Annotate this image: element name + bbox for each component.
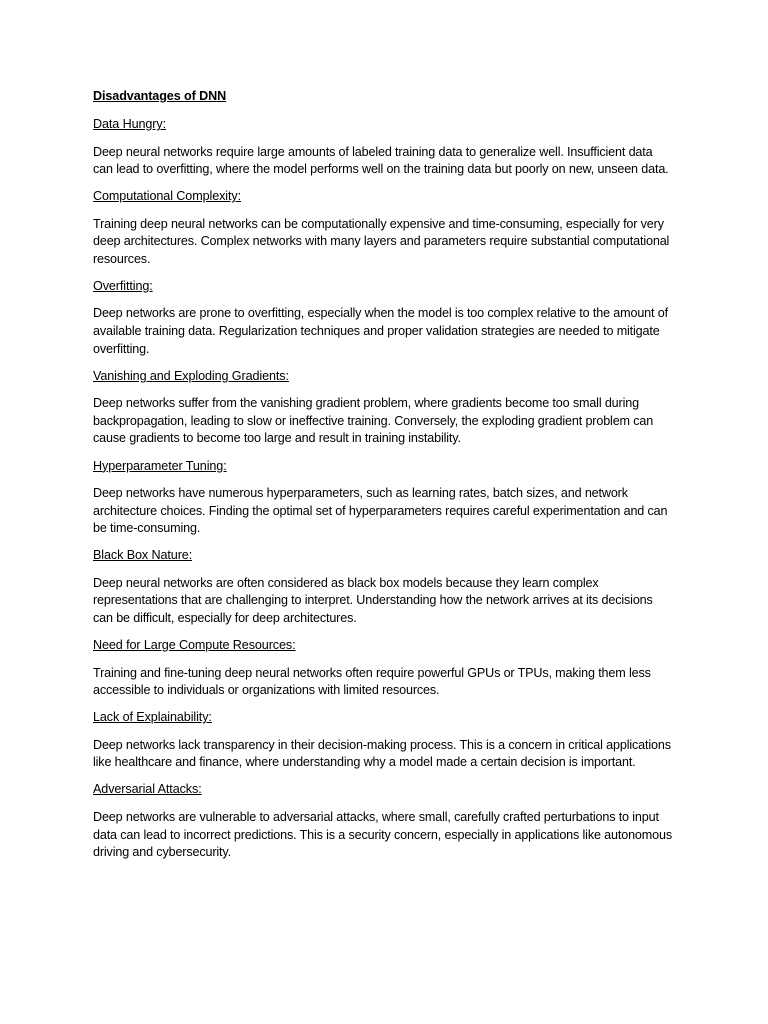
section-data-hungry [93, 116, 673, 179]
section-body: Deep networks lack transparency in their decision-making process. This is a concern in critical applications like healthcare and finance, where understanding why a model made a certain decision is important. [93, 737, 671, 770]
section-black-box-nature [93, 547, 673, 627]
section-computational-complexity [93, 188, 673, 268]
section-large-compute-resources [93, 637, 673, 700]
document-content [93, 88, 673, 871]
section-body: Training deep neural networks can be computationally expensive and time-consuming, especially for very deep architectures. Complex networks with many layers and parameters require substantial computational resources. [93, 216, 670, 266]
section-body: Deep neural networks are often considered as black box models because they learn complex representations that are challenging to interpret. Understanding how the network arrives at its decisions can be difficult, especially for deep architectures. [93, 575, 653, 625]
section-heading: Hyperparameter Tuning: [93, 458, 227, 473]
section-vanishing-exploding-gradients [93, 368, 673, 448]
section-overfitting [93, 278, 673, 358]
section-body: Deep networks are vulnerable to adversarial attacks, where small, carefully crafted perturbations to input data can lead to incorrect predictions. This is a security concern, especially in applications like autonomous driving and cybersecurity. [93, 809, 672, 860]
section-body: Deep networks have numerous hyperparameters, such as learning rates, batch sizes, and network architecture choices. Finding the optimal set of hyperparameters requires careful experimentation and can be time-consuming. [93, 486, 668, 536]
section-heading: Adversarial Attacks: [93, 782, 202, 797]
section-body: Deep networks suffer from the vanishing gradient problem, where gradients become too small during backpropagation, leading to slow or ineffective training. Conversely, the exploding gradient problem can cause gradients to become too large and result in training instability. [93, 396, 654, 446]
section-adversarial-attacks [93, 781, 673, 861]
section-lack-of-explainability [93, 709, 673, 772]
section-heading: Computational Complexity: [93, 189, 241, 204]
section-hyperparameter-tuning [93, 458, 673, 538]
section-heading: Black Box Nature: [93, 548, 193, 563]
section-heading: Data Hungry: [93, 117, 166, 131]
section-heading: Lack of Explainability: [93, 710, 212, 725]
section-heading: Vanishing and Exploding Gradients: [93, 368, 289, 383]
section-heading: Overfitting: [93, 278, 153, 293]
section-heading: Need for Large Compute Resources: [93, 638, 296, 653]
section-body: Training and fine-tuning deep neural networks often require powerful GPUs or TPUs, making them less accessible to individuals or organizations with limited resources. [93, 665, 651, 698]
section-body: Deep networks are prone to overfitting, especially when the model is too complex relative to the amount of available training data. Regularization techniques and proper validation strategies are needed to mitigate overfitting. [93, 306, 668, 356]
document-title: Disadvantages of DNN [93, 89, 227, 103]
section-body: Deep neural networks require large amounts of labeled training data to generalize well. Insufficient data can lead to overfitting, where the model performs well on the training data but poorly on new, unseen data. [93, 144, 669, 177]
